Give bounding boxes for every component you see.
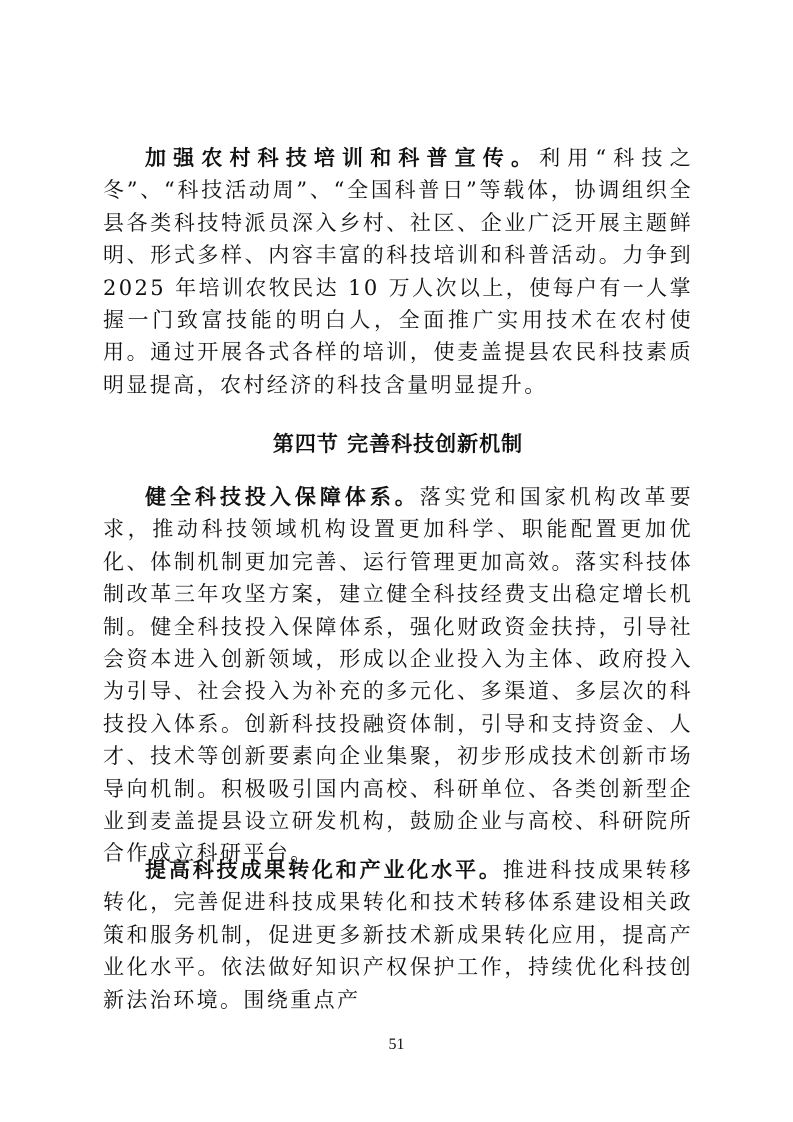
paragraph-achievement-transfer — [103, 854, 693, 1016]
paragraph-investment-guarantee — [103, 481, 693, 870]
section-heading: 第四节 完善科技创新机制 — [272, 432, 524, 456]
paragraph-lead-heading: 加强农村科技培训和科普宣传。 — [145, 146, 540, 170]
paragraph-body-text: 利用“科技之冬”、“科技活动周”、“全国科普日”等载体，协调组织全县各类科技特派员深入乡村、社区、企业广泛开展主题鲜明、形式多样、内容丰富的科技培训和科普活动。力争到 2025 年培训农牧民达 10 万人次以上，使每户有一人掌握一门致富技能的明白人，全面推广实用技术在农村使用。通过开展各式各样的培训，使麦盖提县农民科技素质明显提高，农村经济的科技含量明显提升。 — [103, 146, 693, 397]
paragraph-body-text: 推进科技成果转移转化，完善促进科技成果转化和技术转移体系建设相关政策和服务机制，促进更多新技术新成果转化应用，提高产业化水平。依法做好知识产权保护工作，持续优化科技创新法治环境。围绕重点产 — [103, 858, 694, 1012]
paragraph-rural-training — [103, 142, 693, 401]
page-number: 51 — [388, 1036, 405, 1053]
paragraph-body-text: 落实党和国家机构改革要求，推动科技领域机构设置更加科学、职能配置更加优化、体制机制更加完善、运行管理更加高效。落实科技体制改革三年攻坚方案，建立健全科技经费支出稳定增长机制。健全科技投入保障体系，强化财政资金扶持，引导社会资本进入创新领域，形成以企业投入为主体、政府投入为引导、社会投入为补充的多元化、多渠道、多层次的科技投入体系。创新科技投融资体制，引导和支持资金、人才、技术等创新要素向企业集聚，初步形成技术创新市场导向机制。积极吸引国内高校、科研单位、各类创新型企业到麦盖提县设立研发机构，鼓励企业与高校、科研院所合作成立科研平台。 — [103, 485, 693, 866]
paragraph-lead-heading: 健全科技投入保障体系。 — [145, 485, 420, 509]
paragraph-lead-heading: 提高科技成果转化和产业化水平。 — [145, 858, 503, 882]
